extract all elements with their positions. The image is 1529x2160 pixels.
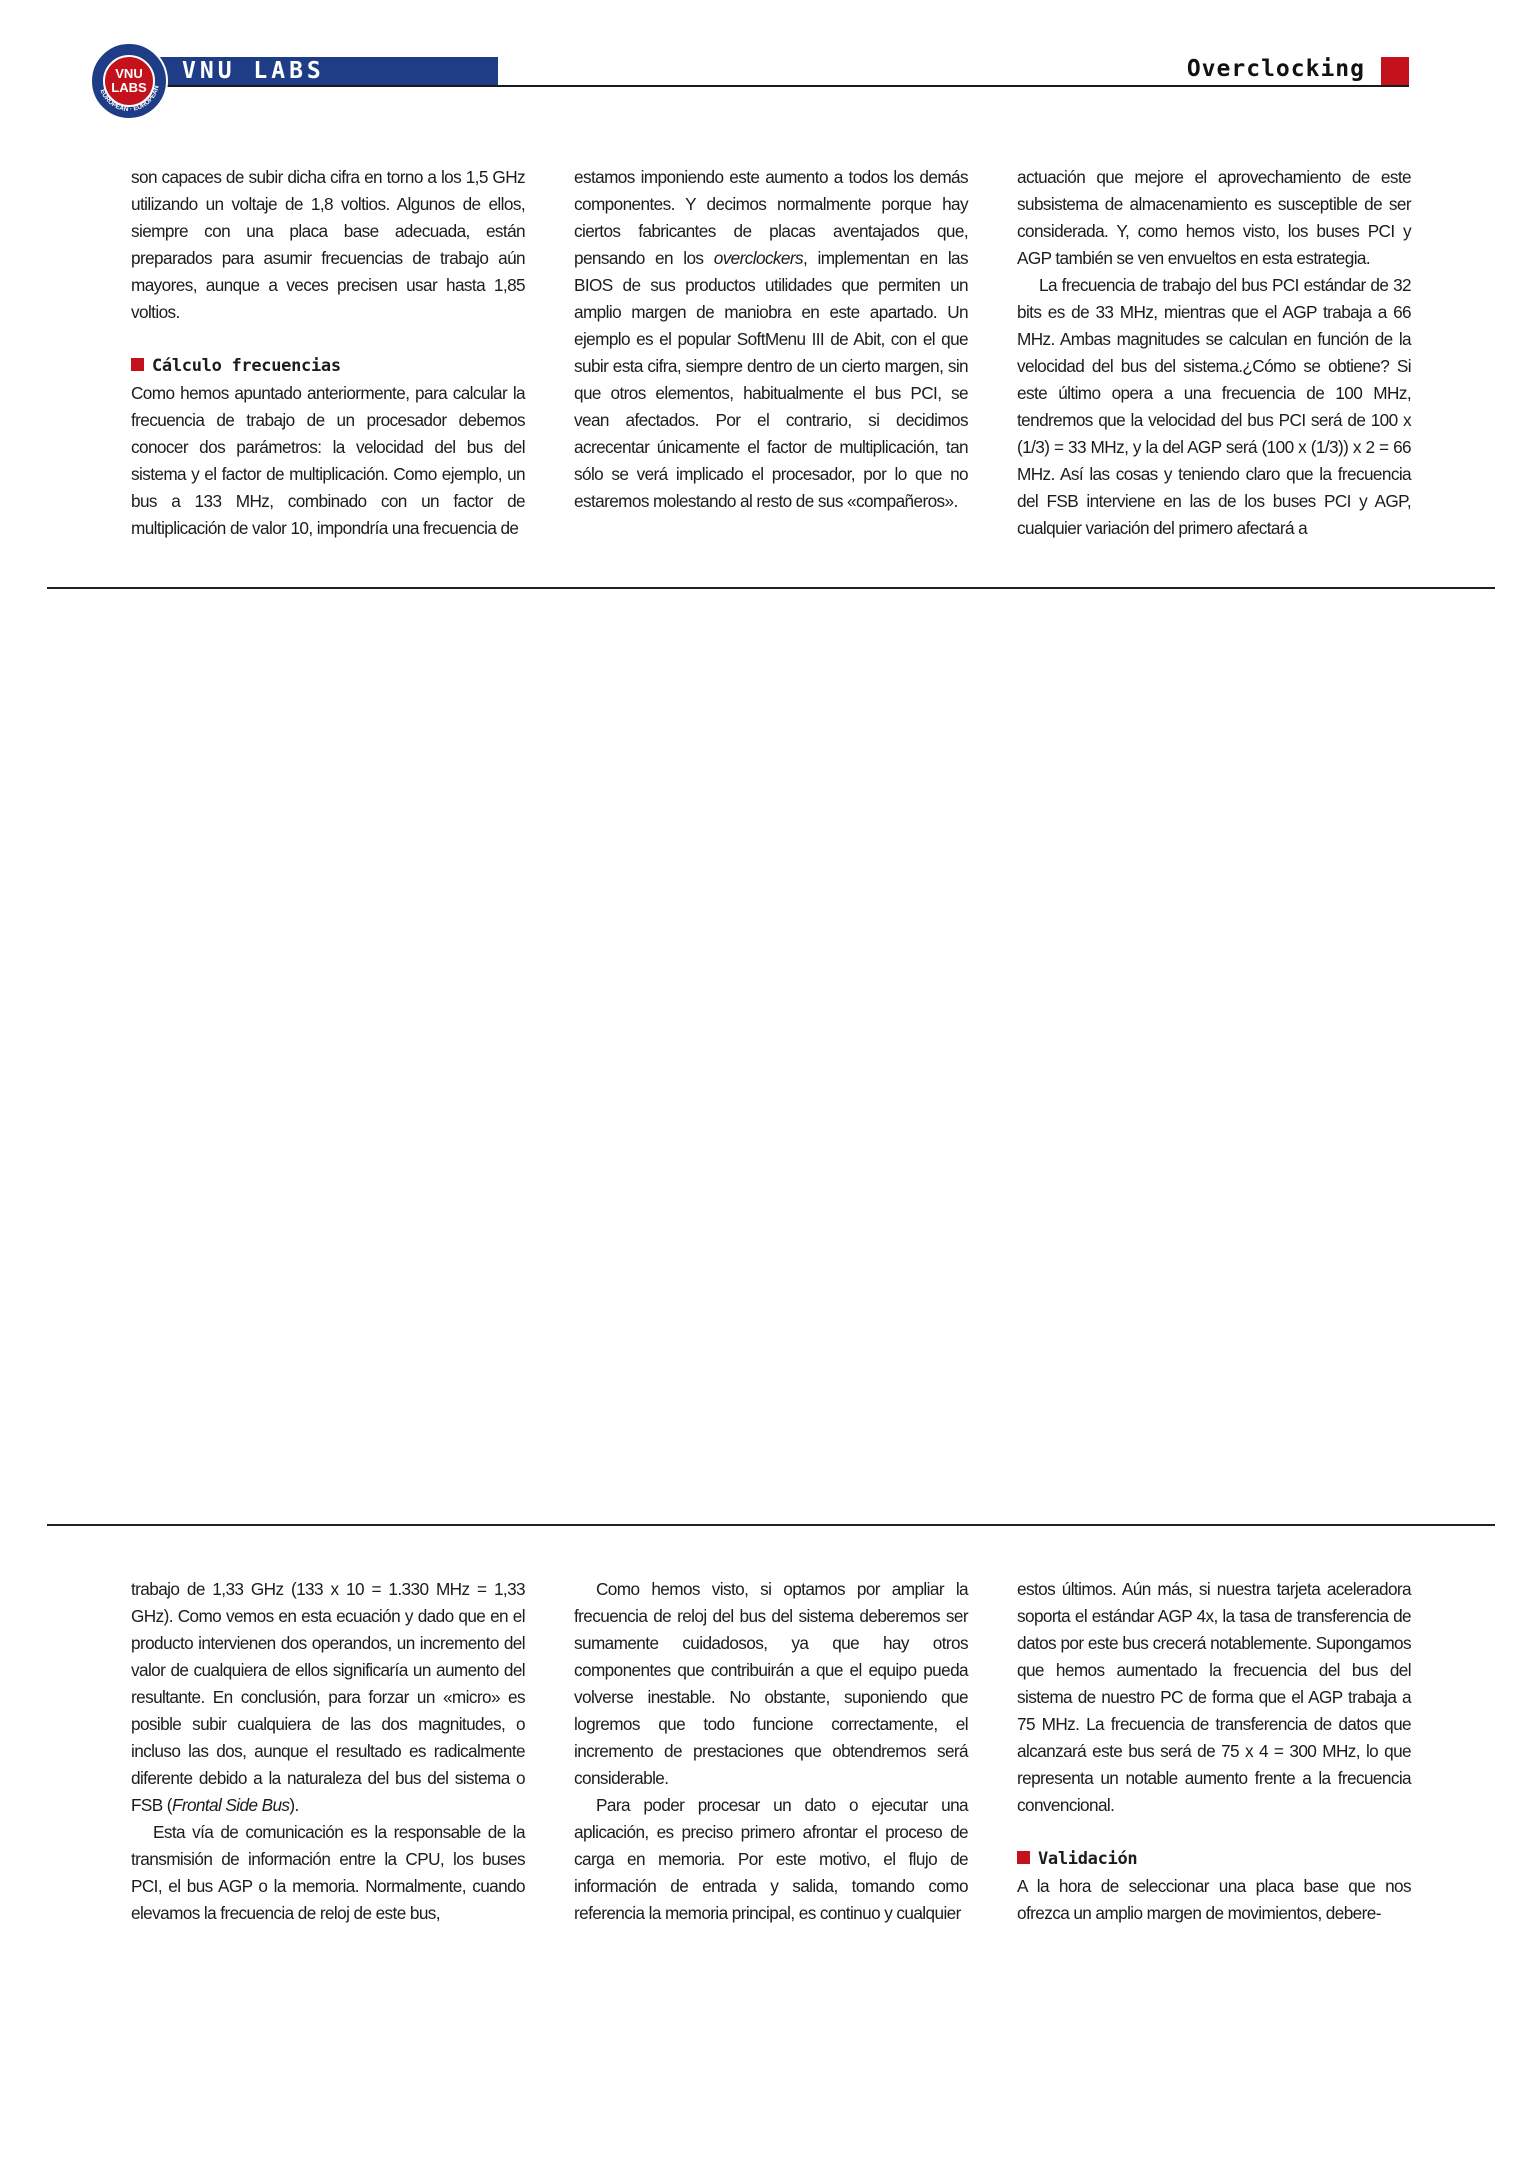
paragraph: actuación que mejore el aprovechamiento de este subsistema de almacenamiento es susceptible de ser considerada. Y, como hemos visto, los buses PCI y AGP también se ven envueltos en esta estrategia. bbox=[1017, 167, 1411, 268]
subheading-text: Validación bbox=[1038, 1849, 1138, 1869]
text-run: estamos imponiendo este aumento a todos los demás componentes. Y decimos normalmente porque hay ciertos fabricantes de placas aventajados que, pensando en los bbox=[574, 167, 968, 268]
bullet-square-icon bbox=[131, 358, 144, 371]
section-marker bbox=[1381, 57, 1409, 85]
text-run: ). bbox=[289, 1795, 299, 1815]
logo-text-top: VNU bbox=[115, 66, 143, 81]
subheading-calculo bbox=[131, 353, 525, 380]
text-run: , implementan en las BIOS de sus productos utilidades que permiten un amplio margen de maniobra en este apartado. Un ejemplo es el popular SoftMenu III de Abit, con el que subir esta cifra, siempre dentro de un cierto margen, sin que otros elementos, habitualmente el bus PCI, se vean afectados. Por el contrario, si decidimos acrecentar únicamente el factor de multiplicación, tan sólo se verá implicado el procesador, por lo que no estaremos molestando al resto de sus «compañeros». bbox=[574, 248, 969, 511]
top-column-2 bbox=[574, 164, 968, 515]
bullet-square-icon bbox=[1017, 1851, 1030, 1864]
bottom-column-1 bbox=[131, 1576, 525, 1927]
top-column-3 bbox=[1017, 164, 1411, 542]
text-run-italic: Frontal Side Bus bbox=[171, 1795, 290, 1815]
divider-rule-top bbox=[47, 587, 1495, 589]
paragraph: Como hemos visto, si optamos por ampliar la frecuencia de reloj del bus del sistema deberemos ser sumamente cuidadosos, ya que hay otros componentes que contribuirán a que el equipo pueda volverse inestable. No obstante, suponiendo que logremos que todo funcione correctamente, el incremento de prestaciones que obtendremos será considerable. bbox=[574, 1579, 968, 1788]
section-title: Overclocking bbox=[1186, 56, 1365, 82]
paragraph: son capaces de subir dicha cifra en torno a los 1,5 GHz utilizando un voltaje de 1,8 voltios. Algunos de ellos, siempre con una placa base adecuada, están preparados para asumir frecuencias de trabajo aún mayores, aunque a veces precisen usar hasta 1,85 voltios. bbox=[131, 167, 525, 322]
paragraph bbox=[574, 164, 968, 515]
paragraph: estos últimos. Aún más, si nuestra tarjeta aceleradora soporta el estándar AGP 4x, la tasa de transferencia de datos por este bus crecerá notablemente. Supongamos que hemos aumentado la frecuencia del bus del sistema de nuestro PC de forma que el AGP trabaja a 75 MHz. La frecuencia de transferencia de datos que alcanzará este bus será de 75 x 4 = 300 MHz, lo que representa un notable aumento frente a la frecuencia convencional. bbox=[1017, 1579, 1411, 1815]
paragraph: Esta vía de comunicación es la responsable de la transmisión de información entre la CPU, los buses PCI, el bus AGP o la memoria. Normalmente, cuando elevamos la frecuencia de reloj de este bus, bbox=[131, 1822, 525, 1923]
brand-name: VNU LABS bbox=[182, 58, 325, 84]
logo-text-middle: LABS bbox=[111, 80, 147, 95]
paragraph: Para poder procesar un dato o ejecutar una aplicación, es preciso primero afrontar el proceso de carga en memoria. Por este motivo, el flujo de información de entrada y salida, tomando como referencia la memoria principal, es continuo y cualquier bbox=[574, 1795, 968, 1923]
subheading-text: Cálculo frecuencias bbox=[152, 356, 341, 376]
logo-ring-text: EUROPEAN · EUROPEAN bbox=[98, 84, 161, 114]
text-run-italic: overclockers bbox=[713, 248, 804, 268]
bottom-column-2 bbox=[574, 1576, 968, 1927]
divider-rule-bottom bbox=[47, 1524, 1495, 1526]
subheading-validacion bbox=[1017, 1846, 1411, 1873]
paragraph: La frecuencia de trabajo del bus PCI estándar de 32 bits es de 33 MHz, mientras que el AGP trabaja a 66 MHz. Ambas magnitudes se calculan en función de la velocidad del bus del sistema.¿Cómo se obtiene? Si este último opera a una frecuencia de 100 MHz, tendremos que la velocidad del bus PCI será de 100 x (1/3) = 33 MHz, y la del AGP será (100 x (1/3)) x 2 = 66 MHz. Así las cosas y teniendo claro que la frecuencia del FSB interviene en las de los buses PCI y AGP, cualquier variación del primero afectará a bbox=[1017, 275, 1411, 538]
paragraph: A la hora de seleccionar una placa base que nos ofrezca un amplio margen de movimientos, debere- bbox=[1017, 1876, 1411, 1923]
vnu-labs-logo bbox=[89, 41, 169, 121]
paragraph: Como hemos apuntado anteriormente, para calcular la frecuencia de trabajo de un procesador debemos conocer dos parámetros: la velocidad del bus del sistema y el factor de multiplicación. Como ejemplo, un bus a 133 MHz, combinado con un factor de multiplicación de valor 10, impondría una frecuencia de bbox=[131, 383, 525, 538]
text-run: trabajo de 1,33 GHz (133 x 10 = 1.330 MHz = 1,33 GHz). Como vemos en esta ecuación y dado que en el producto intervienen dos operandos, un incremento del valor de cualquiera de ellos significaría un aumento del resultante. En conclusión, para forzar un «micro» es posible subir cualquiera de las dos magnitudes, o incluso las dos, aunque el resultado es radicalmente diferente debido a la naturaleza del bus del sistema o FSB ( bbox=[131, 1579, 525, 1815]
top-column-1 bbox=[131, 164, 525, 542]
header-rule bbox=[120, 85, 1409, 87]
bottom-column-3 bbox=[1017, 1576, 1411, 1927]
paragraph bbox=[131, 1576, 525, 1819]
